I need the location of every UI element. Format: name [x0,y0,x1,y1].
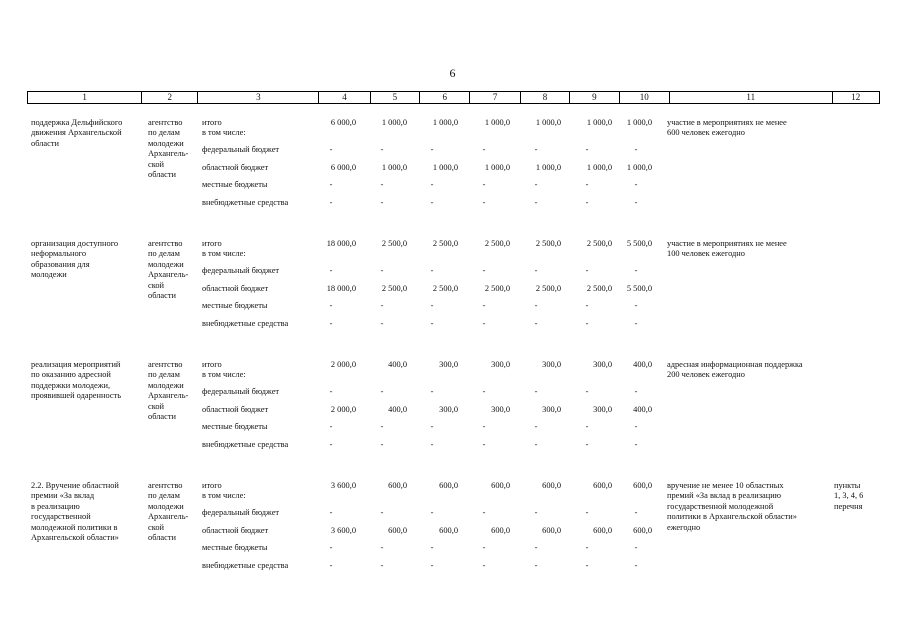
regional-cell: 6 000,0 [330,163,356,172]
extra-cell: - [634,440,638,449]
local-cell: - [430,422,434,431]
federal-cell: - [534,387,538,396]
event-name-line: области [31,138,59,148]
local-cell: - [482,301,486,310]
executor-line: молодежи [148,138,184,148]
totals-cell: 300,0 [491,360,510,369]
extra-cell: - [585,319,589,328]
funding-source-label: областной бюджет [202,163,269,172]
extra-cell: - [329,440,333,449]
regional-cell: 1 000,0 [535,163,561,172]
extra-cell: - [380,440,384,449]
local-cell: - [634,301,638,310]
local-cell: - [534,422,538,431]
extra-cell: - [585,440,589,449]
extra-cell: - [634,319,638,328]
header-col-2: 2 [142,92,198,103]
local-cell: - [482,543,486,552]
regional-cell: 600,0 [542,526,561,535]
extra-cell: - [585,198,589,207]
federal-cell: - [585,508,589,517]
extra-cell: - [380,561,384,570]
federal-cell: - [585,387,589,396]
result-line: политики в Архангельской области» [667,512,797,522]
table-row [0,118,905,238]
executor-line: молодежи [148,501,184,511]
extra-cell: - [534,198,538,207]
federal-cell: - [430,145,434,154]
extra-cell: - [380,319,384,328]
local-cell: - [634,422,638,431]
result-line: государственной молодежной [667,501,774,511]
totals-cell: 18 000,0 [326,239,356,248]
funding-source-label: областной бюджет [202,405,269,414]
federal-cell: - [634,508,638,517]
regional-cell: 300,0 [439,405,458,414]
event-name-line: поддержка Дельфийского [31,118,123,127]
regional-cell: 2 500,0 [586,284,612,293]
funding-source-label: внебюджетные средства [202,198,289,207]
funding-source-label: местные бюджеты [202,422,268,431]
extra-cell: - [585,561,589,570]
header-col-12: 12 [851,92,861,102]
local-cell: - [329,180,333,189]
federal-cell: - [329,387,333,396]
executor-line: области [148,170,176,179]
local-cell: - [634,180,638,189]
regional-cell: 300,0 [542,405,561,414]
local-cell: - [634,543,638,552]
header-col-4: 4 [319,92,370,103]
totals-cell: 5 500,0 [626,239,652,248]
totals-cell: 400,0 [633,360,652,369]
federal-cell: - [329,145,333,154]
federal-cell: - [430,508,434,517]
extra-cell: - [534,561,538,570]
regional-cell: 400,0 [633,405,652,414]
executor-line: агентство [148,360,183,369]
table-header-row [27,91,880,104]
funding-source-label: внебюджетные средства [202,440,289,449]
local-cell: - [380,180,384,189]
local-cell: - [430,301,434,310]
totals-cell: 6 000,0 [330,118,356,127]
federal-cell: - [380,145,384,154]
funding-source-label: федеральный бюджет [202,266,280,275]
funding-source-label: федеральный бюджет [202,508,280,517]
event-name-line: проявившей одаренность [31,391,122,401]
federal-cell: - [380,508,384,517]
totals-cell: 300,0 [542,360,561,369]
result-line: 100 человек ежегодно [667,249,745,259]
regional-cell: 5 500,0 [626,284,652,293]
funding-source-label: федеральный бюджет [202,387,280,396]
extra-cell: - [534,319,538,328]
local-cell: - [329,543,333,552]
local-cell: - [534,180,538,189]
points-line: перечня [834,501,863,511]
local-cell: - [482,422,486,431]
local-cell: - [482,180,486,189]
executor-line: области [148,291,176,300]
executor-line: Архангель- [148,149,189,159]
extra-cell: - [329,561,333,570]
extra-cell: - [380,198,384,207]
table-row [0,481,905,601]
regional-cell: 300,0 [491,405,510,414]
totals-cell: 300,0 [439,360,458,369]
event-name-line: государственной [31,512,91,522]
totals-cell: 1 000,0 [535,118,561,127]
totals-cell: 2 500,0 [586,239,612,248]
regional-cell: 600,0 [439,526,458,535]
funding-source-label: итого [202,239,222,248]
federal-cell: - [534,508,538,517]
extra-cell: - [534,440,538,449]
regional-cell: 1 000,0 [626,163,652,172]
executor-line: по делам [148,370,180,380]
totals-cell: 2 500,0 [535,239,561,248]
funding-source-label: местные бюджеты [202,301,268,310]
local-cell: - [534,301,538,310]
result-line: 200 человек ежегодно [667,370,745,380]
regional-cell: 18 000,0 [326,284,356,293]
local-cell: - [380,422,384,431]
totals-cell: 1 000,0 [586,118,612,127]
federal-cell: - [380,266,384,275]
federal-cell: - [430,387,434,396]
event-name-line: Архангельской области» [31,533,119,542]
funding-source-label: местные бюджеты [202,543,268,552]
funding-source-label: итого [202,481,222,490]
extra-cell: - [482,440,486,449]
regional-cell: 2 500,0 [432,284,458,293]
funding-source-label: внебюджетные средства [202,319,289,328]
regional-cell: 2 000,0 [330,405,356,414]
result-line: вручение не менее 10 областных [667,481,784,490]
result-line: участие в мероприятиях не менее [667,239,787,248]
page-number: 6 [449,66,456,80]
funding-source-label: внебюджетные средства [202,561,289,570]
totals-cell: 2 500,0 [484,239,510,248]
funding-source-label: в том числе: [202,370,246,379]
totals-cell: 600,0 [388,481,407,490]
header-col-3: 3 [198,92,319,103]
regional-cell: 600,0 [633,526,652,535]
table-row [0,239,905,359]
executor-line: по делам [148,491,180,501]
executor-line: по делам [148,128,180,138]
result-line: адресная информационная поддержка [667,360,803,369]
funding-source-label: федеральный бюджет [202,145,280,154]
extra-cell: - [430,319,434,328]
regional-cell: 1 000,0 [586,163,612,172]
federal-cell: - [534,266,538,275]
local-cell: - [380,301,384,310]
totals-cell: 400,0 [388,360,407,369]
federal-cell: - [585,145,589,154]
funding-source-label: областной бюджет [202,526,269,535]
regional-cell: 2 500,0 [535,284,561,293]
executor-line: Архангель- [148,270,189,280]
extra-cell: - [482,319,486,328]
extra-cell: - [430,561,434,570]
totals-cell: 600,0 [633,481,652,490]
event-name-line: по оказанию адресной [31,370,111,380]
funding-source-label: местные бюджеты [202,180,268,189]
funding-source-label: в том числе: [202,249,246,258]
local-cell: - [380,543,384,552]
event-name-line: молодежи [31,270,67,280]
totals-cell: 600,0 [593,481,612,490]
local-cell: - [329,422,333,431]
executor-line: области [148,533,176,542]
federal-cell: - [534,145,538,154]
executor-line: ской [148,522,165,532]
points-line: 1, 3, 4, 6 [834,491,864,501]
executor-line: ской [148,159,165,169]
totals-cell: 1 000,0 [626,118,652,127]
regional-cell: 600,0 [593,526,612,535]
federal-cell: - [585,266,589,275]
federal-cell: - [482,266,486,275]
totals-cell: 600,0 [439,481,458,490]
federal-cell: - [634,266,638,275]
result-line: участие в мероприятиях не менее [667,118,787,127]
totals-cell: 1 000,0 [432,118,458,127]
extra-cell: - [634,198,638,207]
header-col-10: 10 [620,92,670,103]
local-cell: - [585,301,589,310]
regional-cell: 1 000,0 [432,163,458,172]
header-col-8: 8 [521,92,570,103]
totals-cell: 1 000,0 [381,118,407,127]
executor-line: Архангель- [148,391,189,401]
header-col-9: 9 [570,92,619,103]
local-cell: - [430,543,434,552]
funding-source-label: областной бюджет [202,284,269,293]
regional-cell: 3 600,0 [330,526,356,535]
executor-line: по делам [148,249,180,259]
federal-cell: - [634,387,638,396]
result-line: премий «За вклад в реализацию [667,491,781,501]
extra-cell: - [482,561,486,570]
funding-source-label: в том числе: [202,128,246,137]
header-col-11: 11 [670,92,833,103]
regional-cell: 600,0 [388,526,407,535]
extra-cell: - [430,440,434,449]
executor-line: области [148,412,176,421]
executor-line: ской [148,401,165,411]
executor-line: Архангель- [148,512,189,522]
totals-cell: 3 600,0 [330,481,356,490]
federal-cell: - [482,145,486,154]
totals-cell: 2 500,0 [432,239,458,248]
federal-cell: - [482,387,486,396]
federal-cell: - [482,508,486,517]
executor-line: агентство [148,481,183,490]
regional-cell: 2 500,0 [484,284,510,293]
regional-cell: 1 000,0 [484,163,510,172]
result-line: ежегодно [667,522,701,532]
totals-cell: 300,0 [593,360,612,369]
local-cell: - [585,543,589,552]
event-name-line: в реализацию [31,501,80,511]
event-name-line: организация доступного [31,239,119,248]
table-row [0,360,905,480]
header-col-7: 7 [470,92,520,103]
header-col-5: 5 [371,92,420,103]
event-name-line: премии «За вклад [31,491,95,501]
executor-line: ской [148,280,165,290]
federal-cell: - [380,387,384,396]
totals-cell: 1 000,0 [484,118,510,127]
local-cell: - [585,180,589,189]
executor-line: молодежи [148,259,184,269]
event-name-line: неформального [31,249,87,259]
local-cell: - [329,301,333,310]
extra-cell: - [634,561,638,570]
event-name-line: образования для [31,259,90,269]
extra-cell: - [430,198,434,207]
funding-source-label: в том числе: [202,491,246,500]
executor-line: агентство [148,118,183,127]
executor-line: агентство [148,239,183,248]
totals-cell: 600,0 [542,481,561,490]
regional-cell: 1 000,0 [381,163,407,172]
regional-cell: 600,0 [491,526,510,535]
regional-cell: 300,0 [593,405,612,414]
regional-cell: 400,0 [388,405,407,414]
federal-cell: - [329,508,333,517]
event-name-line: 2.2. Вручение областной [31,481,119,490]
local-cell: - [534,543,538,552]
result-line: 600 человек ежегодно [667,128,745,138]
federal-cell: - [430,266,434,275]
header-col-1: 1 [28,92,142,103]
regional-cell: 2 500,0 [381,284,407,293]
federal-cell: - [329,266,333,275]
extra-cell: - [329,319,333,328]
extra-cell: - [482,198,486,207]
event-name-line: молодежной политики в [31,522,118,532]
event-name-line: поддержки молодежи, [31,380,111,390]
local-cell: - [585,422,589,431]
header-col-6: 6 [420,92,470,103]
totals-cell: 2 000,0 [330,360,356,369]
totals-cell: 2 500,0 [381,239,407,248]
executor-line: молодежи [148,380,184,390]
extra-cell: - [329,198,333,207]
funding-source-label: итого [202,118,222,127]
funding-source-label: итого [202,360,222,369]
local-cell: - [430,180,434,189]
federal-cell: - [634,145,638,154]
totals-cell: 600,0 [491,481,510,490]
event-name-line: движения Архангельской [31,128,122,138]
points-line: пункты [834,481,861,490]
event-name-line: реализация мероприятий [31,360,121,369]
